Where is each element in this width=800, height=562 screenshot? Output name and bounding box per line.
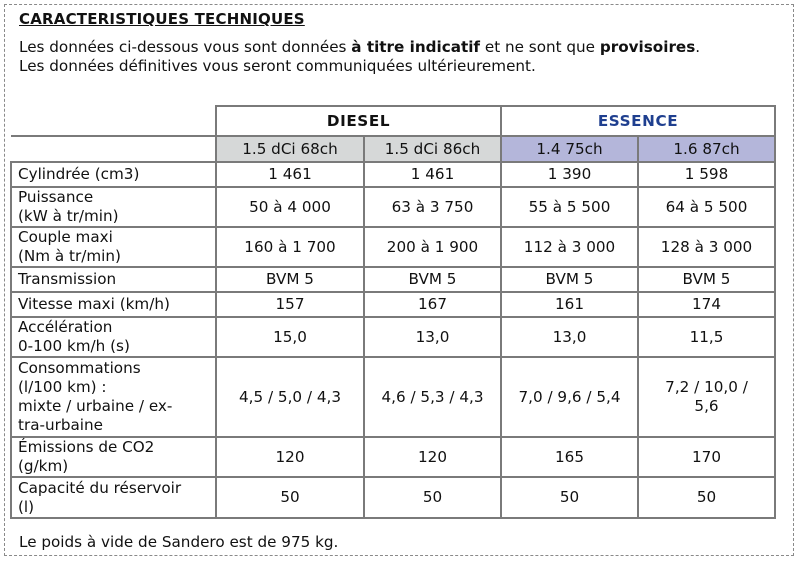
group-diesel-header: DIESEL: [216, 106, 501, 136]
engine-header-cell: 1.4 75ch: [501, 136, 638, 162]
value-line: 50: [696, 488, 717, 506]
intro-emphasis-provisoires: provisoires: [599, 38, 696, 56]
value-cell: [216, 292, 364, 317]
value-line: 160 à 1 700: [244, 237, 336, 256]
blank-corner-cell: [11, 136, 216, 162]
group-essence-header: ESSENCE: [501, 106, 775, 136]
row-label-line: Transmission: [18, 270, 117, 288]
spec-row: [11, 162, 775, 187]
value-line: BVM 5: [266, 270, 314, 288]
intro-text-part: .: [695, 38, 701, 56]
value-cell: [216, 317, 364, 357]
row-label-line: mixte / urbaine / ex-: [18, 397, 173, 415]
value-line: 120: [275, 447, 305, 466]
value-line: 50: [422, 488, 443, 506]
value-line: 167: [418, 295, 447, 313]
row-label-line: Cylindrée (cm3): [18, 165, 140, 183]
value-cell: [638, 357, 775, 437]
row-label: [11, 267, 216, 292]
intro-text-part: Les données ci-dessous vous sont données: [19, 38, 352, 56]
value-cell: [364, 357, 501, 437]
value-cell: [216, 162, 364, 187]
value-cell: [501, 437, 638, 477]
value-cell: [638, 162, 775, 187]
value-line: 174: [692, 295, 721, 313]
row-label: [11, 162, 216, 187]
row-label-line: (l): [18, 497, 35, 516]
value-cell: [501, 267, 638, 292]
value-line: 1 390: [547, 165, 592, 183]
row-label-line: (g/km): [18, 457, 69, 475]
value-line: 64 à 5 500: [665, 197, 748, 216]
intro-emphasis-indicatif: à titre indicatif: [351, 38, 481, 56]
value-line: 120: [418, 447, 447, 466]
row-label-line: Capacité du réservoir: [18, 478, 182, 497]
spec-row: [11, 187, 775, 227]
value-cell: [364, 267, 501, 292]
value-cell: [638, 437, 775, 477]
row-label-line: Puissance: [18, 188, 94, 206]
row-label: [11, 227, 216, 267]
row-label-line: Couple maxi: [18, 228, 113, 246]
spec-row: [11, 267, 775, 292]
blank-corner-cell: [11, 106, 216, 136]
row-label-line: Vitesse maxi (km/h): [18, 295, 170, 313]
value-line: 55 à 5 500: [528, 197, 611, 216]
value-line: 1 598: [684, 165, 729, 183]
row-label: [11, 317, 216, 357]
value-line: 1 461: [268, 165, 312, 183]
row-label-line: (Nm à tr/min): [18, 247, 121, 265]
value-cell: [638, 317, 775, 357]
value-cell: [638, 267, 775, 292]
engine-header-cell: 1.5 dCi 86ch: [364, 136, 501, 162]
value-line: 112 à 3 000: [523, 237, 616, 256]
value-cell: [501, 162, 638, 187]
spec-row: [11, 477, 775, 518]
value-cell: [501, 317, 638, 357]
value-cell: [638, 227, 775, 267]
row-label-line: (l/100 km) :: [18, 378, 107, 396]
intro-line-1: [19, 38, 700, 57]
value-line: 5,6: [694, 397, 719, 415]
value-line: 11,5: [689, 327, 724, 346]
value-line: 157: [275, 295, 305, 313]
spec-row: [11, 357, 775, 437]
spec-row: [11, 227, 775, 267]
value-cell: [364, 477, 501, 518]
value-cell: [364, 437, 501, 477]
value-line: 50: [280, 488, 300, 506]
value-cell: [638, 292, 775, 317]
value-line: 15,0: [273, 327, 307, 346]
value-cell: [638, 477, 775, 518]
value-cell: [364, 317, 501, 357]
intro-text: [19, 38, 700, 76]
row-label-line: Consommations: [18, 359, 141, 377]
row-label-line: tra-urbaine: [18, 416, 103, 434]
value-cell: [364, 292, 501, 317]
intro-line-2: Les données définitives vous seront communiquées ultérieurement.: [19, 57, 536, 75]
value-cell: [638, 187, 775, 227]
value-cell: [364, 162, 501, 187]
value-cell: [216, 437, 364, 477]
value-line: 161: [555, 295, 584, 313]
group-header-row: [11, 106, 775, 136]
value-cell: [216, 477, 364, 518]
intro-text-part: et ne sont que: [480, 38, 600, 56]
value-line: 50 à 4 000: [249, 197, 331, 216]
spec-row: [11, 317, 775, 357]
value-cell: [501, 357, 638, 437]
value-cell: [216, 357, 364, 437]
value-cell: [216, 227, 364, 267]
row-label: [11, 437, 216, 477]
engine-header-row: [11, 136, 775, 162]
value-line: 170: [692, 447, 721, 466]
value-cell: [364, 227, 501, 267]
page-title: CARACTERISTIQUES TECHNIQUES: [19, 10, 305, 28]
value-cell: [216, 267, 364, 292]
spec-row: [11, 437, 775, 477]
spec-table: [10, 105, 776, 519]
engine-header-cell: 1.6 87ch: [638, 136, 775, 162]
value-cell: [501, 477, 638, 518]
value-line: 13,0: [415, 327, 450, 346]
value-line: 1 461: [410, 165, 455, 183]
value-line: 63 à 3 750: [391, 197, 474, 216]
value-cell: [216, 187, 364, 227]
row-label: [11, 292, 216, 317]
value-line: 165: [555, 447, 584, 466]
row-label-line: Accélération: [18, 318, 113, 336]
row-label: [11, 357, 216, 437]
value-line: BVM 5: [545, 270, 594, 288]
engine-header-cell: 1.5 dCi 68ch: [216, 136, 364, 162]
value-line: BVM 5: [408, 270, 457, 288]
row-label: [11, 187, 216, 227]
value-line: 50: [559, 488, 580, 506]
row-label-line: (kW à tr/min): [18, 207, 119, 225]
value-line: 4,5 / 5,0 / 4,3: [238, 387, 341, 406]
value-cell: [364, 187, 501, 227]
row-label: [11, 477, 216, 518]
value-cell: [501, 187, 638, 227]
row-label-line: 0-100 km/h (s): [18, 337, 130, 355]
value-line: 200 à 1 900: [386, 237, 479, 256]
value-line: 13,0: [552, 327, 587, 346]
footer-note: Le poids à vide de Sandero est de 975 kg.: [19, 533, 339, 551]
value-line: 7,2 / 10,0 /: [665, 378, 748, 396]
value-cell: [501, 227, 638, 267]
value-line: 128 à 3 000: [660, 237, 753, 256]
row-label-line: Émissions de CO2: [18, 438, 155, 456]
value-line: 4,6 / 5,3 / 4,3: [381, 387, 484, 406]
spec-row: [11, 292, 775, 317]
value-line: BVM 5: [682, 270, 731, 288]
value-cell: [501, 292, 638, 317]
value-line: 7,0 / 9,6 / 5,4: [518, 387, 621, 406]
